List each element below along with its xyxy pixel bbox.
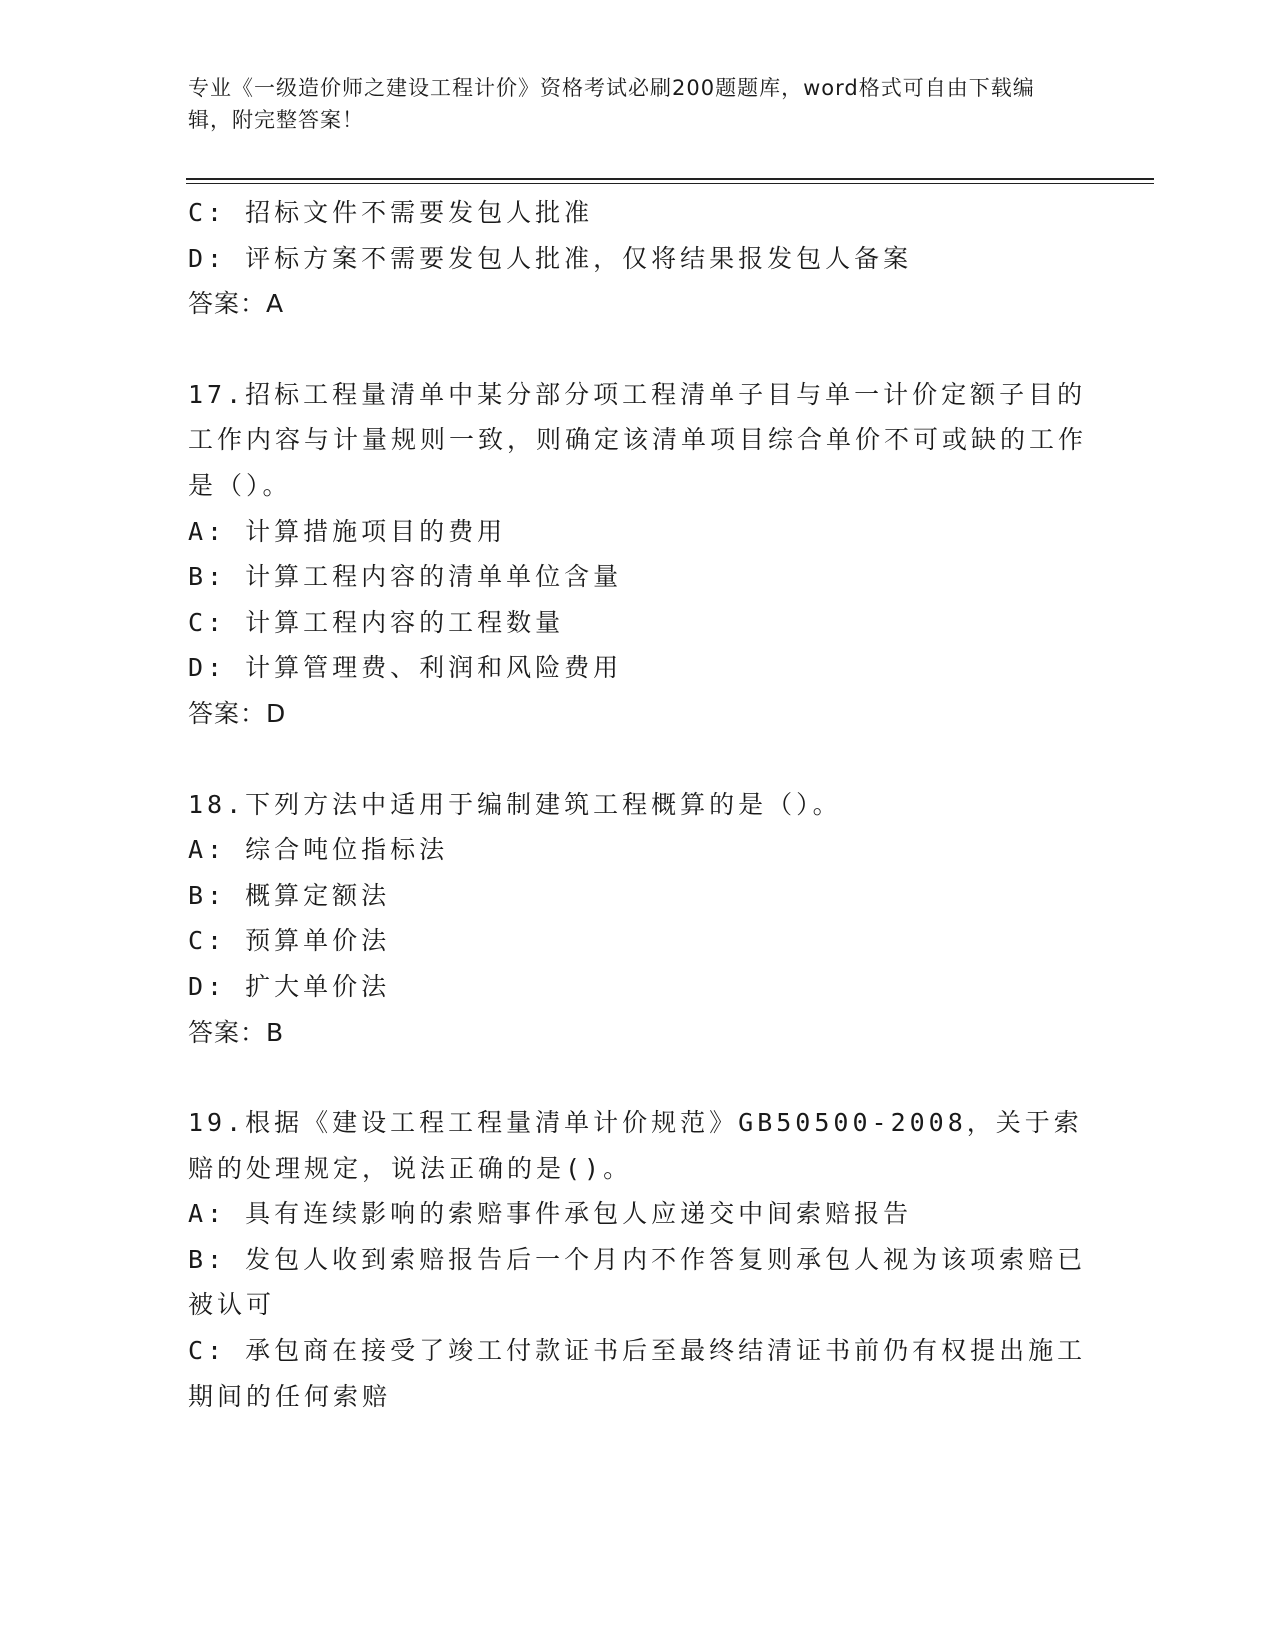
option-d: D: 扩大单价法 bbox=[188, 971, 391, 1001]
option-b: B: 发包人收到索赔报告后一个月内不作答复则承包人视为该项索赔已被认可 bbox=[188, 1244, 1087, 1320]
question-stem: 18.下列方法中适用于编制建筑工程概算的是（）。 bbox=[188, 789, 842, 819]
option-d: D: 评标方案不需要发包人批准，仅将结果报发包人备案 bbox=[188, 243, 913, 273]
option-d: D: 计算管理费、利润和风险费用 bbox=[188, 653, 623, 683]
question-stem: 17.招标工程量清单中某分部分项工程清单子目与单一计价定额子目的工作内容与计量规则一致，则确定该清单项目综合单价不可或缺的工作是（）。 bbox=[188, 379, 1088, 500]
answer-line: 答案：B bbox=[188, 1017, 285, 1047]
option-a: A: 具有连续影响的索赔事件承包人应递交中间索赔报告 bbox=[188, 1199, 913, 1229]
option-a: A: 综合吨位指标法 bbox=[188, 835, 449, 865]
option-a: A: 计算措施项目的费用 bbox=[188, 516, 507, 546]
question-17 bbox=[188, 372, 1088, 737]
option-c: C: 招标文件不需要发包人批准 bbox=[188, 198, 594, 227]
option-c: C: 承包商在接受了竣工付款证书后至最终结清证书前仍有权提出施工期间的任何索赔 bbox=[188, 1336, 1087, 1411]
document-header: 专业《一级造价师之建设工程计价》资格考试必刷200题题库，word格式可自由下载编辑，附完整答案！ bbox=[188, 76, 1035, 132]
header-rule-thick bbox=[186, 178, 1154, 180]
document-body bbox=[188, 190, 1088, 1419]
previous-question-tail bbox=[188, 190, 1088, 327]
question-stem: 19.根据《建设工程工程量清单计价规范》GB50500-2008，关于索赔的处理规定，说法正确的是()。 bbox=[188, 1108, 1083, 1183]
option-b: B: 概算定额法 bbox=[188, 880, 391, 910]
question-19 bbox=[188, 1100, 1088, 1419]
option-c: C: 预算单价法 bbox=[188, 926, 391, 956]
question-18 bbox=[188, 782, 1088, 1056]
option-b: B: 计算工程内容的清单单位含量 bbox=[188, 562, 623, 592]
header-rule-thin bbox=[186, 183, 1154, 184]
option-c: C: 计算工程内容的工程数量 bbox=[188, 607, 565, 637]
answer-line: 答案：D bbox=[188, 698, 287, 728]
answer-line: 答案：A bbox=[188, 289, 285, 319]
